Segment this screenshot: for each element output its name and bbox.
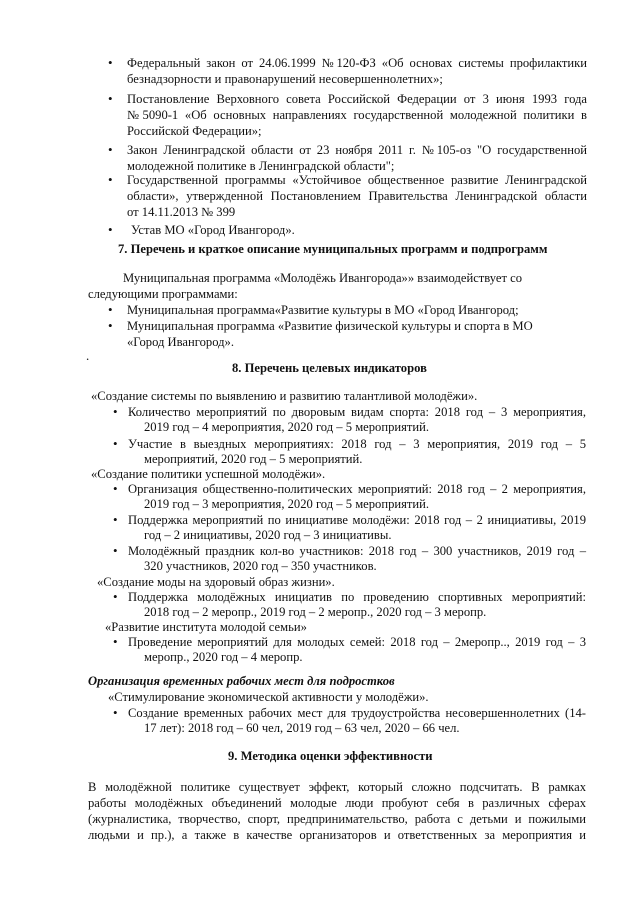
indicator-line: Поддержка молодёжных инициатив по проведению спортивных мероприятий: (128, 590, 586, 604)
indicator-line: 17 лет): 2018 год – 60 чел, 2019 год – 63 чел, 2020 – 66 чел. (144, 721, 460, 735)
list-bullet: • (113, 705, 118, 720)
indicator-line: меропр., 2020 год – 4 меропр. (144, 650, 303, 664)
section-9-heading: 9. Методика оценки эффективности (228, 749, 433, 763)
list-bullet: • (108, 142, 113, 157)
indicator-group-title: «Создание политики успешной молодёжи». (91, 467, 326, 481)
legal-item-line: №5090-1 «Об основных направлениях государственной молодежной политики в (127, 108, 587, 122)
paragraph-line: работы молодёжных объединений молодые люди пробуют себя в различных сферах (88, 796, 586, 810)
indicator-line: Проведение мероприятий для молодых семей: 2018 год – 2меропр.., 2019 год – 3 (128, 635, 586, 649)
indicator-line: Молодёжный праздник кол-во участников: 2018 год – 300 участников, 2019 год – (128, 544, 586, 558)
paragraph-line: (журналистика, творчество, спорт, предпринимательство, работа с детьми и пожилыми (88, 812, 586, 826)
indicator-group-title: «Создание моды на здоровый образ жизни». (97, 575, 335, 589)
program-item: «Город Ивангород». (127, 335, 234, 349)
indicator-line: 320 участников, 2020 год – 350 участников. (144, 559, 377, 573)
list-bullet: • (113, 589, 118, 604)
list-bullet: • (113, 543, 118, 558)
legal-item-line: Государственной программы «Устойчивое общественное развитие Ленинградской (127, 173, 587, 187)
legal-item-line: Федеральный закон от 24.06.1999 №120-ФЗ «Об основах системы профилактики (127, 56, 587, 70)
section-7-heading: 7. Перечень и краткое описание муниципальных программ и подпрограмм (118, 242, 548, 256)
temp-jobs-heading: Организация временных рабочих мест для подростков (88, 674, 395, 688)
legal-item-line: от 14.11.2013 № 399 (127, 205, 236, 219)
list-bullet: • (113, 436, 118, 451)
legal-item-line: Постановление Верховного совета Российской Федерации от 3 июня 1993 года (127, 92, 587, 106)
paragraph-line: людьми и пр.), а также в качестве организаторов и ответственных за мероприятия и (88, 828, 586, 842)
list-bullet: • (113, 634, 118, 649)
indicator-line: мероприятий, 2020 год – 5 мероприятий. (144, 452, 363, 466)
indicator-line: 2019 год – 3 мероприятия, 2020 год – 5 мероприятий. (144, 497, 430, 511)
list-bullet: • (108, 302, 113, 317)
legal-item-line: Устав МО «Город Ивангород». (131, 223, 295, 237)
legal-item-line: Закон Ленинградской области от 23 ноября 2011 г. №105-оз "О государственной (127, 143, 587, 157)
indicator-line: Поддержка мероприятий по инициативе молодёжи: 2018 год – 2 инициативы, 2019 (128, 513, 586, 527)
paragraph-line: В молодёжной политике существует эффект, который сложно подсчитать. В рамках (88, 780, 586, 794)
list-bullet: • (108, 55, 113, 70)
indicator-line: 2019 год – 4 мероприятия, 2020 год – 5 мероприятий. (144, 420, 430, 434)
section-7-intro: следующими программами: (88, 287, 238, 301)
indicator-group-title: «Развитие института молодой семьи» (105, 620, 307, 634)
indicator-line: Организация общественно-политических мероприятий: 2018 год – 2 мероприятия, (128, 482, 586, 496)
list-bullet: • (108, 172, 113, 187)
indicator-line: Создание временных рабочих мест для трудоустройства несовершеннолетних (14- (128, 706, 586, 720)
list-bullet: • (113, 404, 118, 419)
legal-item-line: Российской Федерации»; (127, 124, 262, 138)
legal-item-line: безнадзорности и правонарушений несовершеннолетних»; (127, 72, 443, 86)
indicator-line: Участие в выездных мероприятиях: 2018 год – 3 мероприятия, 2019 год – 5 (128, 437, 586, 451)
program-item: Муниципальная программа«Развитие культуры в МО «Город Ивангород; (127, 303, 519, 317)
legal-item-line: молодежной политике в Ленинградской области"; (127, 159, 395, 173)
stray-mark: . (86, 348, 90, 363)
indicator-line: год – 2 инициативы, 2020 год – 3 инициативы. (144, 528, 392, 542)
legal-item-line: области», утвержденной Постановлением Правительства Ленинградской области (127, 189, 587, 203)
section-7-intro: Муниципальная программа «Молодёжь Ивангорода»» взаимодействует со (123, 271, 523, 285)
list-bullet: • (108, 222, 113, 237)
indicator-group-title: «Создание системы по выявлению и развитию талантливой молодёжи». (91, 389, 478, 403)
list-bullet: • (113, 512, 118, 527)
list-bullet: • (108, 318, 113, 333)
list-bullet: • (108, 91, 113, 106)
list-bullet: • (113, 481, 118, 496)
indicator-group-title: «Стимулирование экономической активности у молодёжи». (108, 690, 429, 704)
program-item: Муниципальная программа «Развитие физической культуры и спорта в МО (127, 319, 533, 333)
indicator-line: 2018 год – 2 меропр., 2019 год – 2 меропр., 2020 год – 3 меропр. (144, 605, 487, 619)
indicator-line: Количество мероприятий по дворовым видам спорта: 2018 год – 3 мероприятия, (128, 405, 586, 419)
section-8-heading: 8. Перечень целевых индикаторов (232, 361, 427, 375)
